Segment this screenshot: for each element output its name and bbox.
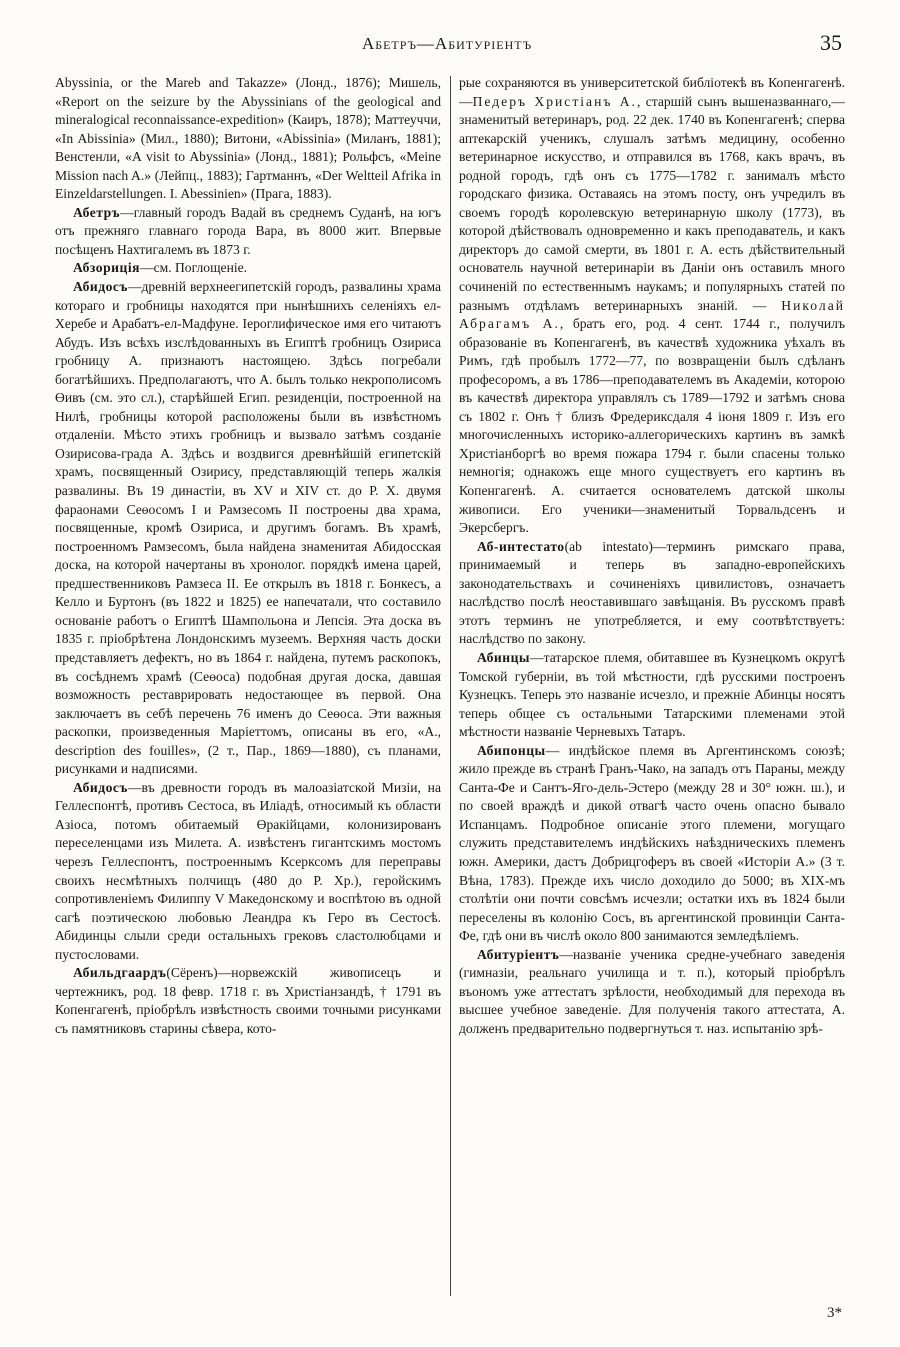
running-title: Абетръ—Абитурiентъ bbox=[361, 34, 533, 53]
entry-headword: Абидосъ bbox=[73, 779, 128, 795]
continued-bibliography: Abyssinia, or the Mareb and Takazze» (Лонд., 1876); Мишель, «Report on the seizure by the Abyssinians of the geological and mineralogical reconnaissance-expedition» (Каиръ, 1878); Маттеуччи, «In Abissinia» (Мил., 1880); Витони, «Abissinia» (Миланъ, 1881); Венстенли, «A visit to Abyssinia» (Лонд., 1881); Рольфсъ, «Meine Mission nach A.» (Лейпц., 1883); Гартманнъ, «Der Weltteil Afrika in Einzeldarstellungen. I. Abessinien» (Прага, 1883). bbox=[55, 75, 441, 202]
entry-text: (Сёренъ)—норвежскiй живописецъ и чертежникъ, род. 18 февр. 1718 г. въ Христiанзандѣ, † 1791 въ Копенгагенѣ, прiобрѣлъ извѣстность своими точными рисунками съ памятниковъ старины сѣвера, кото- bbox=[55, 965, 441, 1036]
entry-abzorbtsiya bbox=[55, 259, 441, 278]
entry-abiturient bbox=[459, 946, 845, 1039]
continued-text: рые сохраняются въ университетской библiотекѣ въ Копенгагенѣ.— bbox=[459, 75, 845, 109]
entry-headword: Абильдгаардъ bbox=[73, 965, 167, 981]
column-divider bbox=[450, 76, 451, 1296]
entry-abetr bbox=[55, 204, 441, 260]
entry-text: — индѣйское племя въ Аргентинскомъ союзѣ; жило прежде въ странѣ Гранъ-Чако, на западъ отъ Параны, между Санта-Фе и Сантъ-Яго-дель-Эстеро (между 28 и 30° южн. ш.), и по своей враждѣ и дикой отвагѣ часто очень опасно бывало Испанцамъ. Подробное описанiе этого племени, могущаго служить представителемъ индѣйскихъ наѣздническихъ племенъ южн. Америки, дастъ Добрицгоферъ въ своей «Исторiи А.» (3 т. Вѣна, 1783). Прежде ихъ число доходило до 5000; въ XIX-мъ столѣтiи они почти совсѣмъ исчезли; остатки ихъ въ 1824 были переселены въ колонiю Сосъ, въ аргентинской провинцiи Санта-Фе, гдѣ они въ числѣ около 800 занимаются земледѣлiемъ. bbox=[459, 742, 845, 944]
entry-text: —названiе ученика средне-учебнаго заведенiя (гимназiи, реальнаго училища и т. п.), который прiобрѣлъ въономъ уже аттестатъ зрѣлости, необходимый для перехода въ высшее учебное заведенiе. Для полученiя такого аттестата, А. долженъ предварительно подвергнуться т. наз. испытанiю зрѣ- bbox=[459, 946, 845, 1036]
entry-abildgaard-continued bbox=[459, 74, 845, 538]
right-column bbox=[459, 74, 845, 1304]
entry-abidos-egypt bbox=[55, 278, 441, 779]
page-number: 35 bbox=[820, 30, 842, 55]
entry-abintsy bbox=[459, 649, 845, 742]
text-columns bbox=[55, 74, 845, 1304]
entry-headword: Аб-интестато bbox=[477, 538, 565, 554]
sub-entry-text: , братъ его, род. 4 сент. 1744 г., получилъ образованiе въ Копенгагенѣ, въ качествѣ художника уѣхалъ въ Римъ, гдѣ пробылъ 1772—77, по возвращенiи былъ сдѣланъ професоромъ, а въ 1786—преподавателемъ въ Академiи, которою въ качествѣ директора управлялъ съ 1789—1792 и затѣмъ снова съ 1802 г. Онъ † близъ Фредериксдаля 4 iюня 1809 г. Изъ его многочисленныхъ историко-аллегорическихъ картинъ въ замкѣ Христiанборгѣ во время пожара 1794 г. были спасены только немногiя; однакожъ еще много существуетъ его картинъ въ Копенгагенѣ. А. считается основателемъ датской школы живописи. Его ученики—знаменитый Торвальдсенъ и Экерсбергъ. bbox=[459, 316, 845, 536]
sub-entry-text: , старшiй сынъ вышеназваннаго,—знаменитый ветеринаръ, род. 22 дек. 1740 въ Копенгагенѣ; сперва аптекарскiй ученикъ, слушалъ затѣмъ медицину, особенно ветеринарное искусство, и отправился въ 1768, какъ врачъ, въ родной городъ, гдѣ онъ съ 1775—1782 г. занималъ мѣсто городскаго физика. Оставаясь на этомъ посту, онъ учредилъ въ своемъ городѣ королевскую ветеринарную школу (1773), въ которой дѣйствовалъ одновременно и какъ преподаватель, и какъ директоръ до самой смерти, въ 1801 г. А. есть дѣйствительный основатель научной ветеринарiи въ Данiи онъ оставилъ много сочиненiй по естественнымъ наукамъ; и популярныхъ статей по разнымъ отдѣламъ ветеринарныхъ знанiй. — bbox=[459, 93, 845, 313]
entry-abildgaard bbox=[55, 964, 441, 1038]
entry-text: —татарское племя, обитавшее въ Кузнецкомъ округѣ Томской губернiи, въ той мѣстности, гдѣ русскими построенъ Кузнецкъ. Теперь это названiе исчезло, и прежнiе Абинцы носятъ теперь общее съ остальными Татарскими племенами этой мѣстности названiе Черневыхъ Татаръ. bbox=[459, 649, 845, 740]
entry-headword: Абидосъ bbox=[73, 279, 128, 295]
entry-ab-intestato bbox=[459, 538, 845, 649]
entry-text: —главный городъ Вадай въ среднемъ Суданѣ, на югъ отъ прежняго главнаго города Вара, въ 8000 жит. Впервые посѣщенъ Нахтигалемъ въ 1873 г. bbox=[55, 204, 441, 257]
entry-text: —въ древности городъ въ малоазiатской Мизiи, на Геллеспонтѣ, противъ Сестоса, въ Илiадѣ, относимый къ области Азiоса, потомъ обитаемый Өракiйцами, колонизированъ переселенцами изъ Милета. А. извѣстенъ гигантскимъ мостомъ черезъ Геллеспонтъ, построеннымъ Ксерксомъ для переправы своихъ несмѣтныхъ полчищъ (480 до Р. Хр.), геройскимъ сопротивленiемъ Филиппу V Македонскому и воспѣтою въ одной сагѣ поэтическою любовью Леандра къ Геро въ Сестосѣ. Абидинцы слыли среди остальныхъ грековъ сластолюбцами и пустословами. bbox=[55, 779, 441, 962]
running-head bbox=[52, 30, 842, 58]
entry-abidos-mysia bbox=[55, 779, 441, 964]
entry-headword: Абипонцы bbox=[477, 742, 546, 758]
left-column bbox=[55, 74, 441, 1304]
entry-headword: Абинцы bbox=[477, 649, 531, 665]
entry-text: —см. Поглощенiе. bbox=[139, 260, 248, 276]
entry-abipontsy bbox=[459, 742, 845, 946]
entry-text: (ab intestato)—терминъ римскаго права, принимаемый и теперь въ западно-европейскихъ законодательствахъ и сочиненiяхъ цивилистовъ, означаетъ наслѣдство послѣ неоставившаго завѣщанiя. Въ русскомъ правѣ этотъ терминъ не употребляется, и ему соотвѣтствуетъ: наслѣдство по закону. bbox=[459, 538, 845, 647]
sub-entry-name: Педеръ Христiанъ А. bbox=[472, 93, 637, 109]
printer-signature: 3* bbox=[827, 1305, 842, 1321]
entry-text: —древнiй верхнеегипетскiй городъ, развалины храма котораго и гробницы находятся при нынѣшнихъ селенiяхъ ел-Херебе и Арабатъ-ел-Мадфуне. Iероглифическое имя его читаютъ Абудъ. Изъ всѣхъ изслѣдованныхъ въ Египтѣ гробницъ Озириса гробницу А. признаютъ настоящею. Здѣсь погребали богатѣйшихъ. Предполагаютъ, что А. былъ только некрополисомъ Өивъ (см. это сл.), старѣйшей Егип. резиденцiи, построенной на Нилѣ, гробницы которой расположены были въ извѣстномъ отдаленiи. Мѣсто этихъ гробницъ и вызвало затѣмъ созданiе Озирисова-града А. Здѣсь и воздвигся древнѣйшiй египетскiй храмъ, посвященный Озирису, представляющiй теперь жалкiя развалины. Въ 19 династiи, въ XV и XIV ст. до Р. Х. двумя фараонами Сеөосомъ I и Рамзесомъ II построены два храма, посвященные, кромѣ Озириса, и другимъ богамъ. Въ храмѣ, построенномъ Рамзесомъ, была найдена знаменитая Абидосская доска, на которой начертаны въ хронолог. порядкѣ имена царей, предшественниковъ Рамзеса II. Ее открылъ въ 1818 г. Бонкесъ, а Келло и Буртонъ (въ 1822 и 1825) ее напечатали, что составило основанiе работъ о Египтѣ Шампольона и Лепсiя. Эта доска въ 1835 г. прiобрѣтена Лондонскимъ музеемъ. Верхняя часть доски представляетъ дефектъ, но въ 1864 г. найдена, путемъ раскопокъ, въ сосѣднемъ храмѣ (Сеөоса) подобная другая доска, давшая возможность реставрировать недостающее въ первой. Она заключаетъ въ себѣ перечень 76 именъ до Сеөоса. Эти важныя раскопки, произведенныя Марiеттомъ, описаны въ его, «А., description des fouilles», (2 т., Пар., 1869—1880), съ планами, рисунками и надписями. bbox=[55, 279, 441, 777]
entry-headword: Абзорицiя bbox=[73, 260, 140, 276]
entry-headword: Абетръ bbox=[73, 204, 121, 220]
entry-headword: Абитурiентъ bbox=[477, 946, 560, 962]
sub-entry-name: Николай Абрагамъ А. bbox=[459, 297, 845, 332]
